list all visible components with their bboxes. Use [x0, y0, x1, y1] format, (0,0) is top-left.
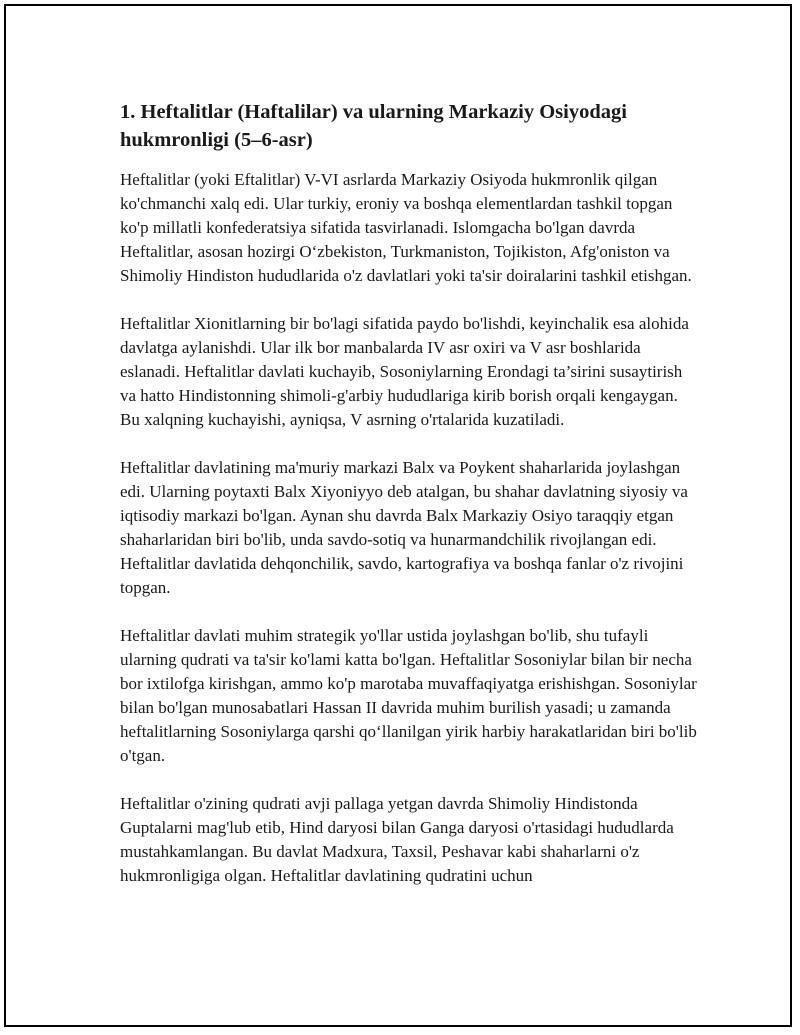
document-page: [4, 4, 792, 1027]
paragraph-5: Heftalitlar o'zining qudrati avji pallaga yetgan davrda Shimoliy Hindistonda Guptalarni mag'lub etib, Hind daryosi bilan Ganga daryosi o'rtasidagi hududlarda mustahkamlangan. Bu davlat Madxura, Taxsil, Peshavar kabi shaharlarni o'z hukmronligiga olgan. Heftalitlar davlatining qudratini uchun: [120, 794, 674, 885]
paragraph-1: Heftalitlar (yoki Eftalitlar) V-VI asrlarda Markaziy Osiyoda hukmronlik qilgan ko'chmanchi xalq edi. Ular turkiy, eroniy va boshqa elementlardan tashkil topgan ko'p millatli konfederatsiya sifatida tasvirlanadi. Islomgacha bo'lgan davrda Heftalitlar, asosan hozirgi O‘zbekiston, Turkmaniston, Tojikiston, Afg'oniston va Shimoliy Hindiston hududlarida o'z davlatlari yoki ta'sir doiralarini tashkil etishgan.: [120, 170, 692, 285]
document-body: [120, 98, 700, 912]
section-heading: 1. Heftalitlar (Haftalilar) va ularning Markaziy Osiyodagi hukmronligi (5–6-asr): [120, 101, 627, 151]
paragraph-3: Heftalitlar davlatining ma'muriy markazi Balx va Poykent shaharlarida joylashgan edi. Ularning poytaxti Balx Xiyoniyyo deb atalgan, bu shahar davlatning siyosiy va iqtisodiy markazi bo'lgan. Aynan shu davrda Balx Markaziy Osiyo taraqqiy etgan shaharlaridan biri bo'lib, unda savdo-sotiq va hunarmandchilik rivojlangan edi. Heftalitlar davlatida dehqonchilik, savdo, kartografiya va boshqa fanlar o'z rivojini topgan.: [120, 458, 688, 597]
paragraph-2: Heftalitlar Xionitlarning bir bo'lagi sifatida paydo bo'lishdi, keyinchalik esa alohida davlatga aylanishdi. Ular ilk bor manbalarda IV asr oxiri va V asr boshlarida eslanadi. Heftalitlar davlati kuchayib, Sosoniylarning Erondagi ta’sirini susaytirish va hatto Hindistonning shimoli-g'arbiy hududlariga kirib borish orqali kengaygan. Bu xalqning kuchayishi, ayniqsa, V asrning o'rtalarida kuzatiladi.: [120, 314, 689, 429]
paragraph-4: Heftalitlar davlati muhim strategik yo'llar ustida joylashgan bo'lib, shu tufayli ularning qudrati va ta'sir ko'lami katta bo'lgan. Heftalitlar Sosoniylar bilan bir necha bor ixtilofga kirishgan, ammo ko'p marotaba muvaffaqiyatga erishishgan. Sosoniylar bilan bo'lgan munosabatlari Hassan II davrida muhim burilish yasadi; u zamanda heftalitlarning Sosoniylarga qarshi qo‘llanilgan yirik harbiy harakatlaridan biri bo'lib o'tgan.: [120, 626, 697, 765]
